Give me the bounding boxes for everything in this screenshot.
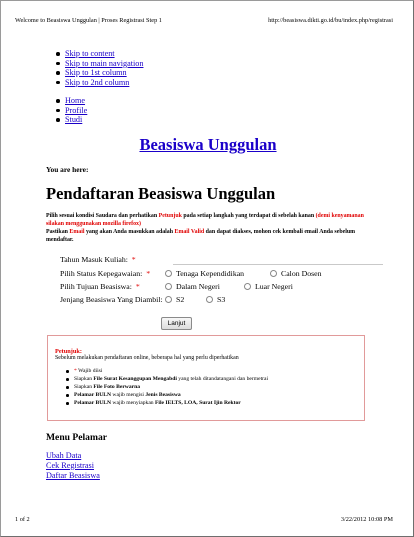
skip-link-item (56, 59, 143, 69)
email-valid-highlight: Email Valid (174, 228, 205, 235)
tahun-masuk-input[interactable] (173, 264, 383, 265)
nav-home-link[interactable]: Home (65, 96, 86, 105)
skip-to-main-navigation-link[interactable]: Skip to main navigation (65, 58, 144, 68)
applicant-menu (46, 451, 100, 480)
hint-item-bold: File Foto Berwarna (93, 384, 141, 390)
option-label: Tenaga Kependidikan (176, 269, 245, 278)
print-header-title: Welcome to Beasiswa Unggulan | Proses Registrasi Step 1 (15, 17, 162, 24)
print-header-url: http://beasiswa.dikti.go.id/bu/index.php/registrasi (268, 17, 393, 24)
jenjang-option-s3[interactable] (206, 295, 225, 304)
hint-item-text: wajib menyiapkan (111, 400, 155, 406)
hint-intro-text: Sebelum melakukan pendaftaran online, beberapa hal yang perlu diperhatikan (55, 355, 239, 361)
skip-to-1st-column-link[interactable]: Skip to 1st column (65, 68, 127, 78)
hint-item-foto (66, 383, 268, 391)
skip-link-item (56, 68, 143, 78)
menu-ubah-data-link[interactable]: Ubah Data (46, 451, 82, 460)
hint-item-text: wajib mengisi (111, 392, 146, 398)
hint-item-text: Siapkan (74, 384, 94, 390)
site-title (1, 135, 414, 155)
hint-item-required (66, 367, 268, 375)
tahun-masuk-label (60, 255, 136, 264)
option-label: S3 (217, 295, 226, 304)
skip-to-content-link[interactable]: Skip to content (65, 49, 115, 58)
radio-icon[interactable] (165, 296, 172, 303)
hint-list (66, 367, 268, 407)
radio-icon[interactable] (244, 283, 251, 290)
intro-text-part: Pilih sesuai kondisi Saudara dan perhatikan (46, 213, 159, 219)
hint-item-bold: Pelamar BULN (74, 400, 112, 406)
intro-text-part: yang akan Anda masukkan adalah (84, 228, 175, 235)
menu-item (46, 461, 100, 471)
nav-item (56, 96, 87, 106)
intro-text (46, 213, 366, 245)
nav-item (56, 106, 87, 116)
hint-item-bold: Pelamar BULN (74, 392, 112, 398)
print-footer-timestamp: 3/22/2012 10:08 PM (340, 516, 393, 523)
nav-studi-link[interactable]: Studi (65, 115, 83, 125)
lanjut-button[interactable]: Lanjut (161, 317, 192, 330)
radio-icon[interactable] (165, 283, 172, 290)
radio-icon[interactable] (165, 270, 172, 277)
field-label-text: Jenjang Beasiswa Yang Diambil: (60, 295, 163, 304)
intro-text-part: dan dapat diakses, mohon cek kembali email Anda sebelum mendaftar. (46, 228, 356, 243)
petunjuk-highlight: Petunjuk (158, 213, 182, 219)
tujuan-option-luar-negeri[interactable] (244, 282, 293, 291)
hint-box (47, 335, 365, 421)
tujuan-beasiswa-label (60, 282, 140, 291)
hint-item-text: Siapkan (74, 376, 94, 382)
jenjang-beasiswa-label (60, 295, 170, 304)
required-marker: * (135, 282, 140, 291)
skip-link-item (56, 78, 143, 88)
hint-title: Petunjuk: (55, 348, 82, 355)
field-label-text: Tahun Masuk Kuliah: (60, 255, 128, 264)
radio-icon[interactable] (206, 296, 213, 303)
menu-item (46, 451, 100, 461)
hint-item-buln-jenis (66, 391, 268, 399)
option-label: Dalam Negeri (176, 282, 220, 291)
intro-text-part: pada setiap langkah yang terdapat di sebelah kanan (181, 213, 316, 219)
site-title-link[interactable]: Beasiswa Unggulan (139, 135, 277, 154)
breadcrumb: You are here: (46, 165, 89, 174)
required-marker: * (74, 368, 77, 374)
menu-daftar-beasiswa-link[interactable]: Daftar Beasiswa (46, 470, 100, 480)
hint-item-bold: Jenis Beasiswa (145, 392, 181, 398)
status-option-tenaga-kependidikan[interactable] (165, 269, 244, 278)
hint-item-bold: File Surat Kesanggupan Mengabdi (93, 376, 177, 382)
email-highlight: Email (69, 228, 85, 235)
radio-icon[interactable] (270, 270, 277, 277)
status-option-calon-dosen[interactable] (270, 269, 322, 278)
nav-item (56, 115, 87, 125)
hint-item-surat (66, 375, 268, 383)
hint-item-buln-file (66, 399, 268, 407)
hint-item-text: yang telah ditandatangani dan bermetrai (176, 376, 269, 382)
skip-links (56, 49, 143, 87)
menu-title: Menu Pelamar (46, 432, 108, 443)
tujuan-option-dalam-negeri[interactable] (165, 282, 220, 291)
page-title: Pendaftaran Beasiswa Unggulan (46, 184, 276, 203)
skip-to-2nd-column-link[interactable]: Skip to 2nd column (65, 77, 130, 87)
status-kepegawaian-label (60, 269, 150, 278)
required-marker: * (131, 255, 136, 264)
option-label: Luar Negeri (255, 282, 293, 291)
field-label-text: Pilih Status Kepegawaian: (60, 269, 143, 278)
required-marker: * (146, 269, 151, 278)
menu-cek-registrasi-link[interactable]: Cek Registrasi (46, 460, 94, 470)
hint-item-text: Wajib diisi (78, 368, 103, 374)
intro-text-part: Pastikan (46, 228, 70, 235)
field-label-text: Pilih Tujuan Beasiswa: (60, 282, 132, 291)
firefox-note: (demi kenyamanan silakan menggunakan mozilla firefox) (46, 213, 364, 227)
option-label: S2 (176, 295, 185, 304)
print-footer-page-count: 1 of 2 (15, 516, 30, 523)
jenjang-option-s2[interactable] (165, 295, 184, 304)
option-label: Calon Dosen (281, 269, 322, 278)
hint-item-bold: File IELTS, LOA, Surat Ijin Rektor (155, 400, 241, 406)
nav-profile-link[interactable]: Profile (65, 105, 88, 115)
skip-link-item (56, 49, 143, 59)
menu-item (46, 471, 100, 481)
main-navigation (56, 96, 87, 125)
